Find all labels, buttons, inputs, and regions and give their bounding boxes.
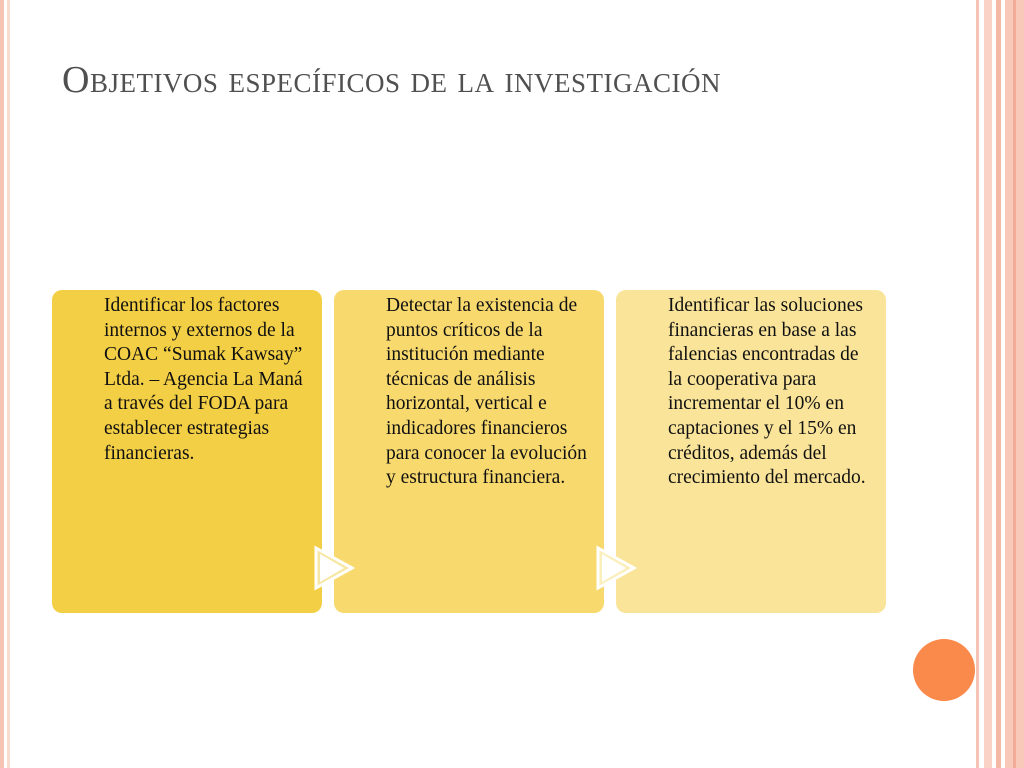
right-chevron-arrow-icon bbox=[594, 542, 638, 594]
right-border-stripe bbox=[984, 0, 992, 768]
objective-text-3: Identificar las soluciones financieras en base a las falencias encontradas de la cooperativa para incrementar el 10% en captaciones y el 15% en créditos, además del crecimiento del mercado. bbox=[668, 295, 866, 489]
objective-text-1: Identificar los factores internos y externos de la COAC “Sumak Kawsay” Ltda. – Agencia La Maná a través del FODA para establecer estrategias financieras. bbox=[104, 295, 303, 464]
left-border-stripe bbox=[7, 0, 10, 768]
right-chevron-arrow-icon bbox=[312, 542, 356, 594]
objective-box-2 bbox=[334, 290, 604, 613]
right-border-stripe bbox=[1013, 0, 1016, 768]
objective-box-1 bbox=[52, 290, 322, 613]
right-border-stripe bbox=[996, 0, 1001, 768]
objective-text-2: Detectar la existencia de puntos críticos de la institución mediante técnicas de análisis horizontal, vertical e indicadores financieros para conocer la evolución y estructura financiera. bbox=[386, 295, 587, 489]
left-border-stripe bbox=[0, 0, 4, 768]
objective-box-3 bbox=[616, 290, 886, 613]
right-border-stripe bbox=[976, 0, 979, 768]
slide-title: Objetivos específicos de la investigación bbox=[62, 59, 721, 101]
decorative-circle-icon bbox=[913, 639, 975, 701]
